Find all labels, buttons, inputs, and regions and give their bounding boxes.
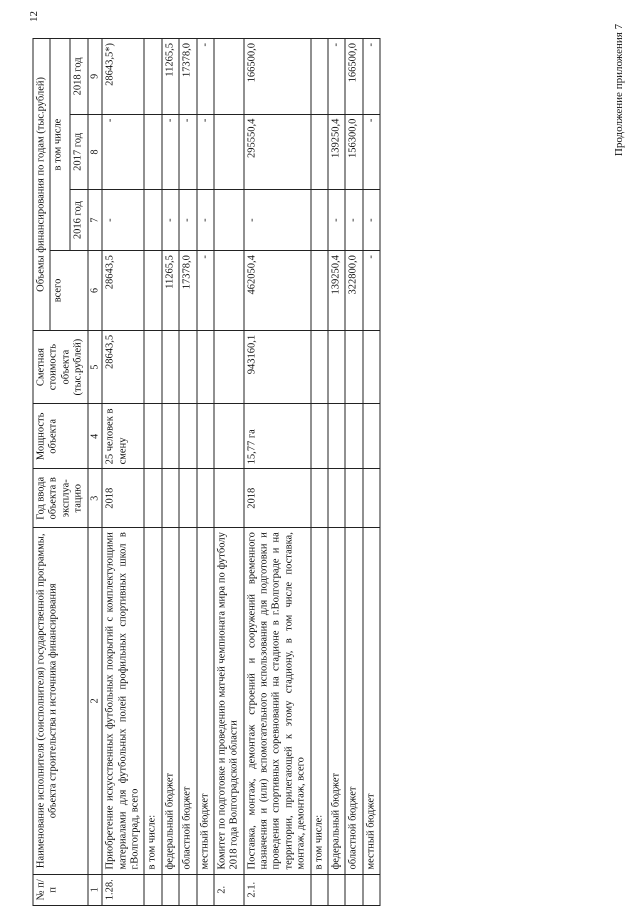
row-capacity: 25 человек в смену (102, 404, 144, 469)
row-number (328, 874, 345, 905)
row-cost (179, 330, 196, 403)
continuation-note: Продолжение приложения 7 (613, 23, 625, 157)
row-capacity (328, 404, 345, 469)
row-number (144, 874, 161, 905)
row-total: 139250,4 (328, 251, 345, 331)
table-row (144, 39, 161, 906)
header-year: Год ввода объекта в эксплуа-тацию (33, 469, 88, 528)
row-2017: - (179, 114, 196, 190)
row-name: федеральный бюджет (328, 528, 345, 874)
header-num: № п/п (33, 874, 88, 905)
row-2017 (311, 114, 328, 190)
row-cost (345, 330, 362, 403)
row-year (144, 469, 161, 528)
row-2017 (214, 114, 244, 190)
row-name: в том числе: (311, 528, 328, 874)
row-2016: - (162, 190, 179, 251)
table-row (102, 39, 144, 906)
header-2018: 2018 год (70, 39, 87, 115)
row-total: 462050,4 (244, 251, 311, 331)
row-number: 1.28. (102, 874, 144, 905)
row-2017: - (363, 114, 380, 190)
row-cost (197, 330, 214, 403)
row-number (179, 874, 196, 905)
row-number (162, 874, 179, 905)
row-total (311, 251, 328, 331)
row-year: 2018 (244, 469, 311, 528)
column-number: 1 (88, 874, 103, 905)
table-row (328, 39, 345, 906)
financing-table (33, 38, 381, 906)
row-total (214, 251, 244, 331)
header-incl: в том числе (50, 39, 70, 251)
row-number: 2. (214, 874, 244, 905)
column-number: 8 (88, 114, 103, 190)
row-year (162, 469, 179, 528)
row-2018 (311, 39, 328, 115)
row-2016: - (345, 190, 362, 251)
column-number: 9 (88, 39, 103, 115)
row-total: - (197, 251, 214, 331)
row-year (363, 469, 380, 528)
row-2018: - (363, 39, 380, 115)
rotated-table-sheet (33, 38, 608, 906)
header-cost: Сметная стоимость объекта (тыс.рублей) (33, 330, 88, 403)
row-name: в том числе: (144, 528, 161, 874)
row-cost (144, 330, 161, 403)
row-total: 28643,5 (102, 251, 144, 331)
row-year (197, 469, 214, 528)
column-number: 7 (88, 190, 103, 251)
row-2016: - (179, 190, 196, 251)
row-total: 322800,0 (345, 251, 362, 331)
table-row (244, 39, 311, 906)
row-2016 (214, 190, 244, 251)
row-cost: 28643,5 (102, 330, 144, 403)
row-2016 (144, 190, 161, 251)
row-name: Приобретение искусственных футбольных покрытий с комплектующими материалами для футбольных полей профильных спортивных школ в г.Волгоград, всего (102, 528, 144, 874)
row-name: Поставка, монтаж, демонтаж строений и сооружений временного назначения и (или) вспомогательного использования для подготовки и проведения спортивных соревнований на стадионе в г.Волгограде и на территории, прилегающей к этому стадиону, в том числе поставка, монтаж, демонтаж, всего (244, 528, 311, 874)
row-capacity (214, 404, 244, 469)
row-name: местный бюджет (363, 528, 380, 874)
row-cost: 943160,1 (244, 330, 311, 403)
row-year (214, 469, 244, 528)
row-2018: 166500,0 (244, 39, 311, 115)
row-2017: - (162, 114, 179, 190)
row-2017: 295550,4 (244, 114, 311, 190)
row-2017: 156300,0 (345, 114, 362, 190)
row-name: местный бюджет (197, 528, 214, 874)
row-number (197, 874, 214, 905)
row-2017 (144, 114, 161, 190)
row-2016: - (197, 190, 214, 251)
row-number (345, 874, 362, 905)
row-cost (311, 330, 328, 403)
row-capacity (179, 404, 196, 469)
row-year (311, 469, 328, 528)
row-total: - (363, 251, 380, 331)
row-2018: 28643,5*) (102, 39, 144, 115)
column-number: 3 (88, 469, 103, 528)
row-2017: 139250,4 (328, 114, 345, 190)
row-capacity (311, 404, 328, 469)
row-2016: - (363, 190, 380, 251)
row-2016: - (328, 190, 345, 251)
row-capacity: 15,77 га (244, 404, 311, 469)
row-capacity (363, 404, 380, 469)
row-2018: 11265,5 (162, 39, 179, 115)
table-row (197, 39, 214, 906)
table-row (311, 39, 328, 906)
row-name: областной бюджет (345, 528, 362, 874)
row-2017: - (197, 114, 214, 190)
table-row (179, 39, 196, 906)
row-year (179, 469, 196, 528)
row-2018: 17378,0 (179, 39, 196, 115)
row-2017: - (102, 114, 144, 190)
row-capacity (345, 404, 362, 469)
row-total (144, 251, 161, 331)
column-number: 2 (88, 528, 103, 874)
row-cost (363, 330, 380, 403)
row-capacity (197, 404, 214, 469)
table-row (162, 39, 179, 906)
header-total: всего (50, 251, 87, 331)
table-row (363, 39, 380, 906)
row-number (363, 874, 380, 905)
table-row (214, 39, 244, 906)
row-2016: - (102, 190, 144, 251)
row-2018: - (328, 39, 345, 115)
row-cost (214, 330, 244, 403)
column-number: 5 (88, 330, 103, 403)
table-body (102, 39, 380, 906)
row-number (311, 874, 328, 905)
header-volume: Объемы финансирования по годам (тыс.рублей) (33, 39, 50, 331)
row-2018: 166500,0 (345, 39, 362, 115)
row-capacity (162, 404, 179, 469)
column-number: 6 (88, 251, 103, 331)
row-cost (162, 330, 179, 403)
page-number: 12 (27, 10, 40, 22)
row-2018: - (197, 39, 214, 115)
row-name: Комитет по подготовке и проведению матчей чемпионата мира по футболу 2018 года Волгоградской области (214, 528, 244, 874)
column-number-row (88, 39, 103, 906)
row-year (345, 469, 362, 528)
row-2018 (214, 39, 244, 115)
header-capacity: Мощность объекта (33, 404, 88, 469)
row-year: 2018 (102, 469, 144, 528)
row-year (328, 469, 345, 528)
header-2017: 2017 год (70, 114, 87, 190)
row-capacity (144, 404, 161, 469)
table-row (345, 39, 362, 906)
row-total: 17378,0 (179, 251, 196, 331)
column-number: 4 (88, 404, 103, 469)
header-2016: 2016 год (70, 190, 87, 251)
row-name: областной бюджет (179, 528, 196, 874)
row-2016: - (244, 190, 311, 251)
row-total: 11265,5 (162, 251, 179, 331)
row-number: 2.1. (244, 874, 311, 905)
row-2016 (311, 190, 328, 251)
row-name: федеральный бюджет (162, 528, 179, 874)
header-name: Наименование исполнителя (соисполнителя) государственной программы, объекта строительства и источника финансирования (33, 528, 88, 874)
row-cost (328, 330, 345, 403)
row-2018 (144, 39, 161, 115)
